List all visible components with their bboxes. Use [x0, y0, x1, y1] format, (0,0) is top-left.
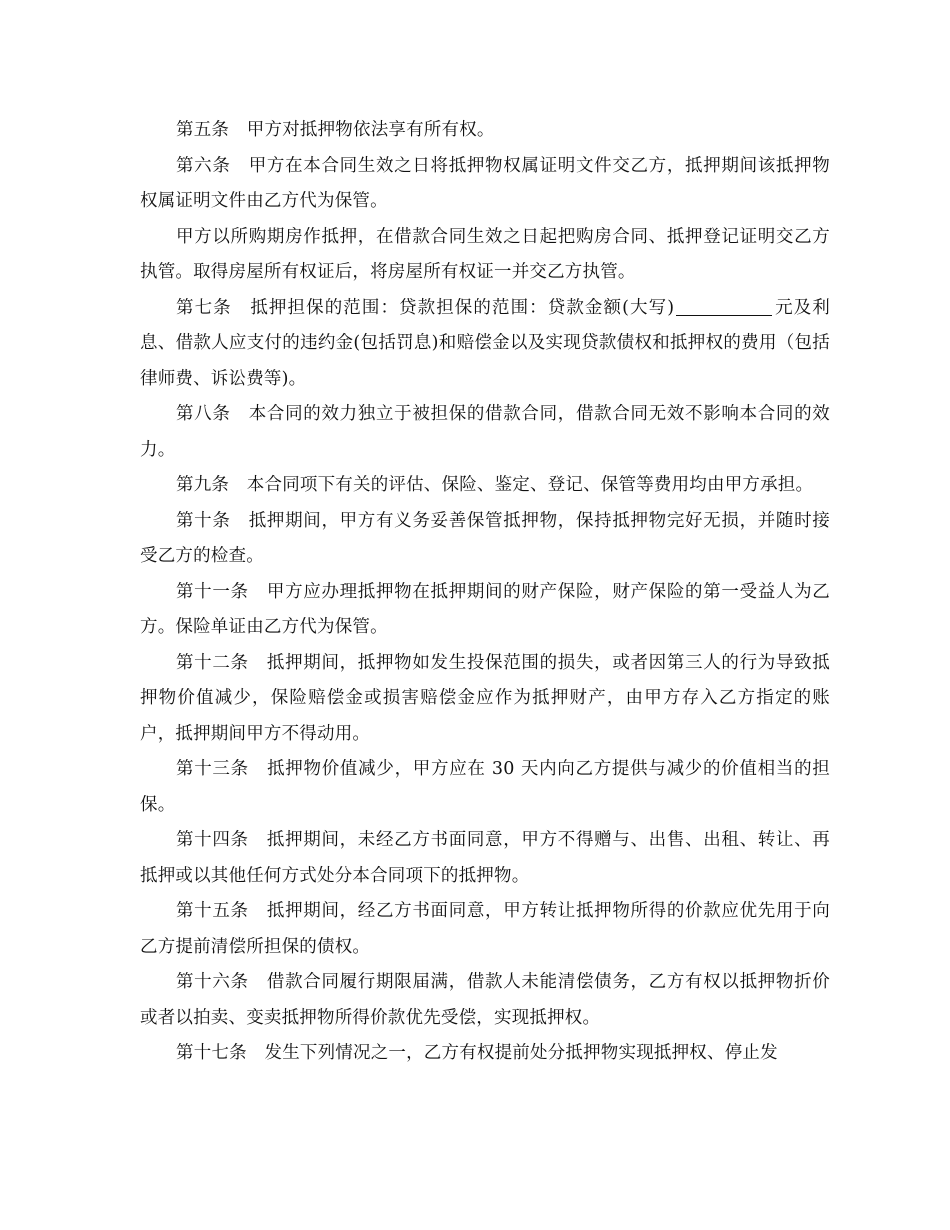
- article-15: 第十五条 抵押期间，经乙方书面同意，甲方转让抵押物所得的价款应优先用于向乙方提前清偿所担保的债权。: [140, 901, 830, 957]
- article-14: 第十四条 抵押期间，未经乙方书面同意，甲方不得赠与、出售、出租、转让、再抵押或以其他任何方式处分本合同项下的抵押物。: [140, 830, 830, 886]
- article-7-before-blank: 第七条 抵押担保的范围：贷款担保的范围：贷款金额(大写): [176, 297, 675, 318]
- article-5: 第五条 甲方对抵押物依法享有所有权。: [176, 120, 495, 140]
- article-8: 第八条 本合同的效力独立于被担保的借款合同，借款合同无效不影响本合同的效力。: [140, 404, 830, 460]
- article-6: 第六条 甲方在本合同生效之日将抵押物权属证明文件交乙方，抵押期间该抵押物权属证明文件由乙方代为保管。: [140, 155, 830, 211]
- article-7: [140, 291, 830, 398]
- article-16: 第十六条 借款合同履行期限届满，借款人未能清偿债务，乙方有权以抵押物折价或者以拍卖、变卖抵押物所得价款优先受偿，实现抵押权。: [140, 972, 830, 1028]
- article-7-after-blank: 元及利息、借款人应支付的违约金(包括罚息)和赔偿金以及实现贷款债权和抵押权的费用（包括律师费、诉讼费等)。: [140, 297, 830, 389]
- article-17: 第十七条 发生下列情况之一，乙方有权提前处分抵押物实现抵押权、停止发: [176, 1043, 778, 1063]
- document-body: [140, 113, 830, 1072]
- article-12: 第十二条 抵押期间，抵押物如发生投保范围的损失，或者因第三人的行为导致抵押物价值减少，保险赔偿金或损害赔偿金应作为抵押财产，由甲方存入乙方指定的账户，抵押期间甲方不得动用。: [140, 652, 830, 744]
- article-13: 第十三条 抵押物价值减少，甲方应在 30 天内向乙方提供与减少的价值相当的担保。: [140, 759, 830, 815]
- article-11: 第十一条 甲方应办理抵押物在抵押期间的财产保险，财产保险的第一受益人为乙方。保险单证由乙方代为保管。: [140, 581, 830, 637]
- article-6-supplement: 甲方以所购期房作抵押，在借款合同生效之日起把购房合同、抵押登记证明交乙方执管。取得房屋所有权证后，将房屋所有权证一并交乙方执管。: [140, 226, 830, 282]
- loan-amount-blank: [676, 297, 772, 316]
- article-9: 第九条 本合同项下有关的评估、保险、鉴定、登记、保管等费用均由甲方承担。: [176, 475, 814, 495]
- article-10: 第十条 抵押期间，甲方有义务妥善保管抵押物，保持抵押物完好无损，并随时接受乙方的检查。: [140, 510, 830, 566]
